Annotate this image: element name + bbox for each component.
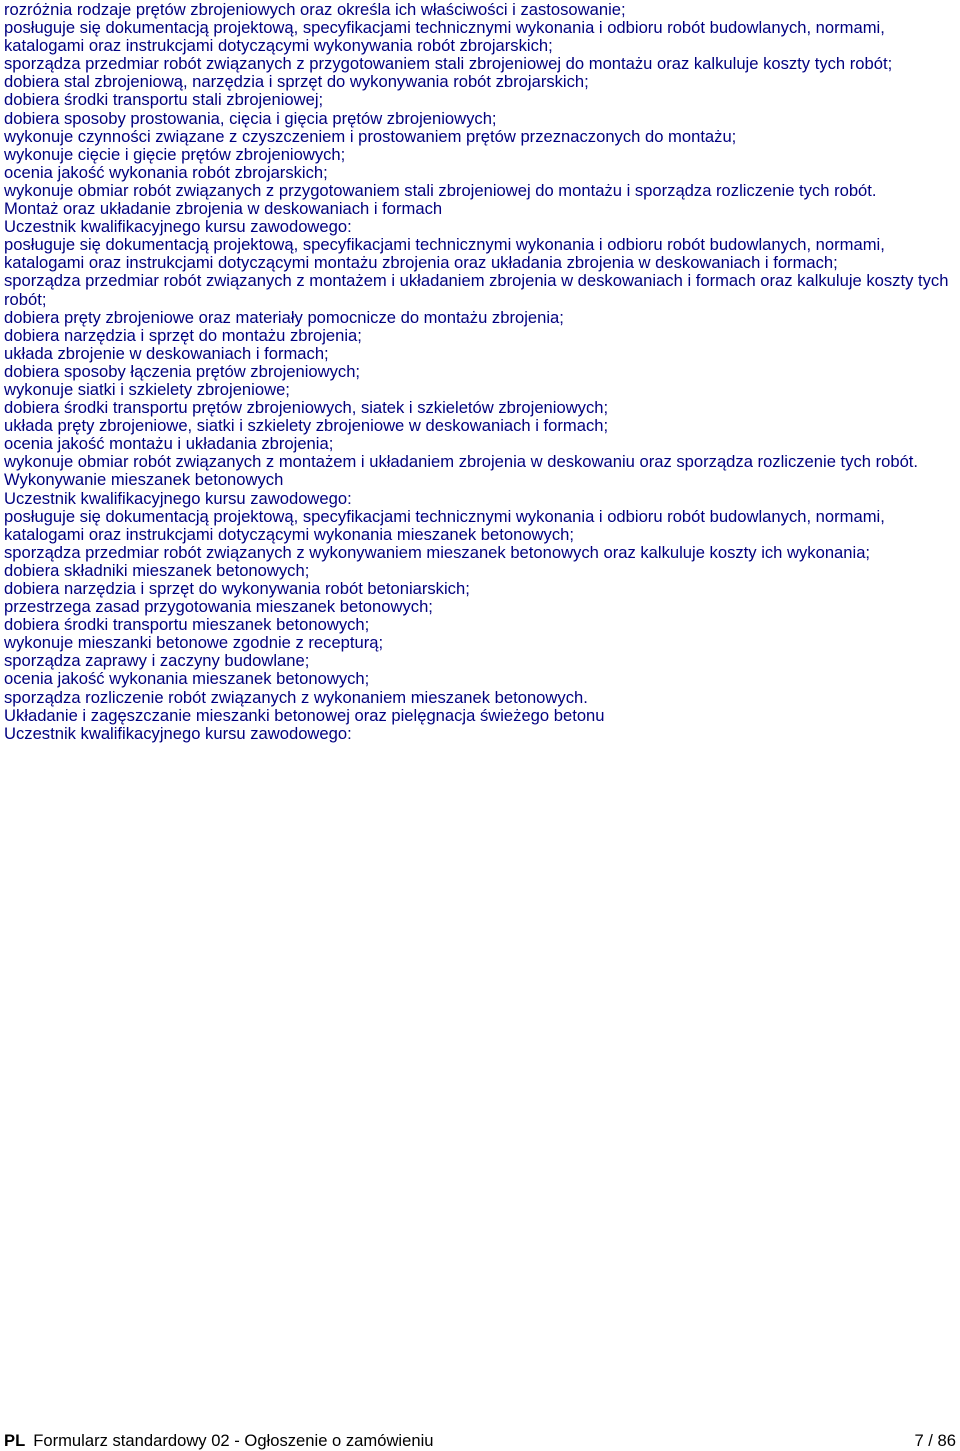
text-line: dobiera pręty zbrojeniowe oraz materiały pomocnicze do montażu zbrojenia;: [4, 307, 564, 327]
section-intro: Uczestnik kwalifikacyjnego kursu zawodowego:: [4, 217, 352, 237]
section-heading: Montaż oraz układanie zbrojenia w deskowaniach i formach: [4, 199, 443, 219]
text-line: dobiera narzędzia i sprzęt do montażu zbrojenia;: [4, 325, 362, 345]
section-intro: Uczestnik kwalifikacyjnego kursu zawodowego:: [4, 723, 352, 743]
text-line: sporządza przedmiar robót związanych z wykonywaniem mieszanek betonowych oraz kalkuluje koszty ich wykonania;: [4, 542, 871, 562]
text-line: ocenia jakość wykonania mieszanek betonowych;: [4, 669, 370, 689]
text-line: wykonuje obmiar robót związanych z montażem i układaniem zbrojenia w deskowaniu oraz sporządza rozliczenie tych robót.: [4, 452, 919, 472]
text-line: posługuje się dokumentacją projektową, specyfikacjami technicznymi wykonania i odbioru robót budowlanych, normami, katalogami oraz instrukcjami dotyczącymi montażu zbrojenia oraz układania zbrojenia w deskowaniach i formach;: [4, 235, 885, 273]
text-line: sporządza przedmiar robót związanych z montażem i układaniem zbrojenia w deskowaniach i formach oraz kalkuluje koszty tych robót;: [4, 271, 949, 309]
text-line: posługuje się dokumentacją projektową, specyfikacjami technicznymi wykonania i odbioru robót budowlanych, normami, katalogami oraz instrukcjami dotyczącymi wykonania mieszanek betonowych;: [4, 506, 885, 544]
document-body: [4, 1, 954, 743]
text-line: dobiera stal zbrojeniową, narzędzia i sprzęt do wykonywania robót zbrojarskich;: [4, 72, 589, 92]
form-title: Formularz standardowy 02 - Ogłoszenie o zamówieniu: [33, 1431, 434, 1450]
text-line: dobiera środki transportu stali zbrojeniowej;: [4, 90, 324, 110]
text-line: układa zbrojenie w deskowaniach i formach;: [4, 343, 329, 363]
text-line: posługuje się dokumentacją projektową, specyfikacjami technicznymi wykonania i odbioru robót budowlanych, normami, katalogami oraz instrukcjami dotyczącymi wykonywania robót zbrojarskich;: [4, 18, 885, 56]
text-line: sporządza rozliczenie robót związanych z wykonaniem mieszanek betonowych.: [4, 687, 588, 707]
text-line: wykonuje siatki i szkielety zbrojeniowe;: [4, 379, 290, 399]
text-line: dobiera środki transportu prętów zbrojeniowych, siatek i szkieletów zbrojeniowych;: [4, 398, 609, 418]
page-footer: [4, 1431, 956, 1451]
section-intro: Uczestnik kwalifikacyjnego kursu zawodowego:: [4, 488, 352, 508]
text-line: wykonuje cięcie i gięcie prętów zbrojeniowych;: [4, 144, 346, 164]
section-heading: Wykonywanie mieszanek betonowych: [4, 470, 284, 490]
text-line: wykonuje obmiar robót związanych z przygotowaniem stali zbrojeniowej do montażu i sporządza rozliczenie tych robót.: [4, 180, 877, 200]
text-line: ocenia jakość wykonania robót zbrojarskich;: [4, 162, 328, 182]
page-number: 7 / 86: [914, 1431, 956, 1450]
text-line: sporządza przedmiar robót związanych z przygotowaniem stali zbrojeniowej do montażu oraz kalkuluje koszty tych robót;: [4, 54, 893, 74]
text-line: dobiera narzędzia i sprzęt do wykonywania robót betoniarskich;: [4, 579, 470, 598]
text-line: ocenia jakość montażu i układania zbrojenia;: [4, 434, 334, 454]
text-line: przestrzega zasad przygotowania mieszanek betonowych;: [4, 597, 433, 617]
text-line: dobiera sposoby prostowania, cięcia i gięcia prętów zbrojeniowych;: [4, 108, 497, 128]
language-code: PL: [4, 1431, 26, 1450]
text-line: sporządza zaprawy i zaczyny budowlane;: [4, 651, 310, 671]
text-line: wykonuje mieszanki betonowe zgodnie z recepturą;: [4, 633, 384, 653]
text-line: dobiera środki transportu mieszanek betonowych;: [4, 615, 370, 635]
text-line: dobiera sposoby łączenia prętów zbrojeniowych;: [4, 361, 361, 381]
text-line: dobiera składniki mieszanek betonowych;: [4, 560, 310, 580]
text-line: rozróżnia rodzaje prętów zbrojeniowych oraz określa ich właściwości i zastosowanie;: [4, 0, 626, 19]
text-line: wykonuje czynności związane z czyszczeniem i prostowaniem prętów przeznaczonych do montażu;: [4, 126, 737, 146]
text-line: układa pręty zbrojeniowe, siatki i szkielety zbrojeniowe w deskowaniach i formach;: [4, 416, 609, 436]
section-heading: Układanie i zagęszczanie mieszanki betonowej oraz pielęgnacja świeżego betonu: [4, 705, 605, 725]
